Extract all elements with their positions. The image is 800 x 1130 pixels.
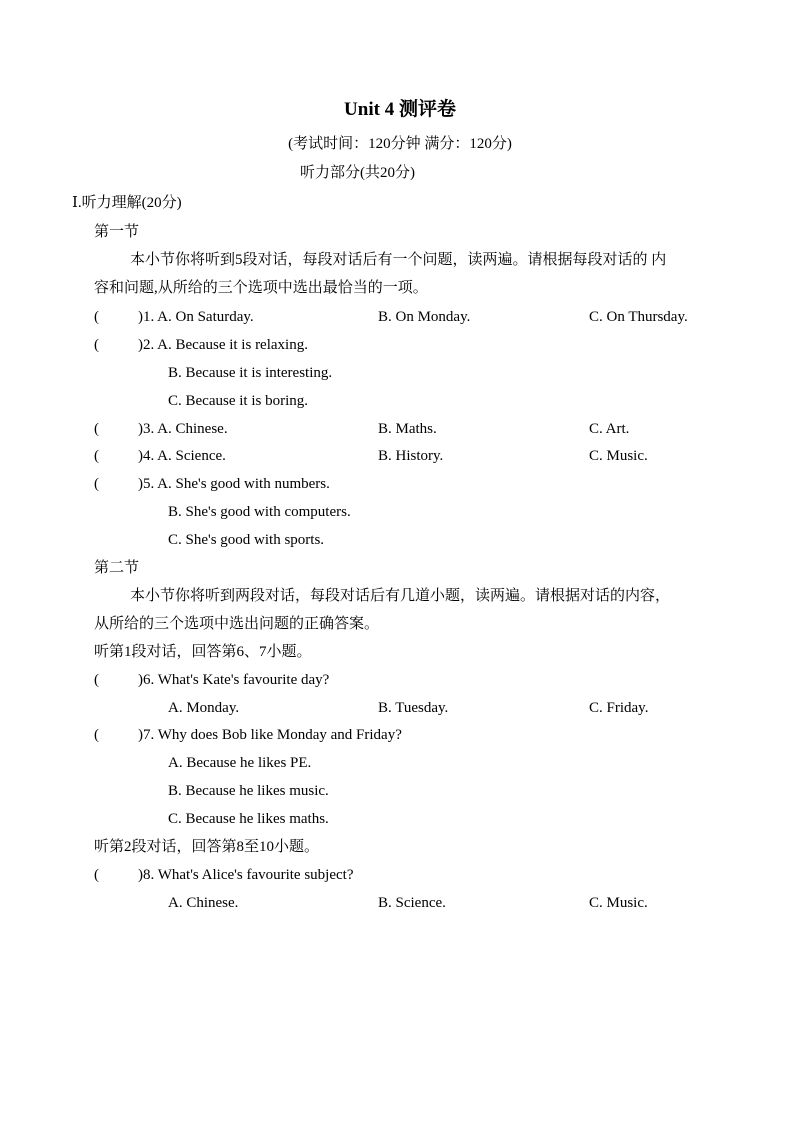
question-3-stem: )3. A. Chinese. <box>138 421 228 437</box>
question-7-option-b: B. Because he likes music. <box>168 783 329 799</box>
question-4-paren: ( <box>94 448 99 464</box>
part2-instruction-line1: 本小节你将听到两段对话，每段对话后有几道小题，读两遍。请根据对话的内容， <box>130 588 671 604</box>
question-1-paren: ( <box>94 309 99 325</box>
question-7-paren: ( <box>94 727 99 743</box>
question-7-stem: )7. Why does Bob like Monday and Friday? <box>138 727 402 743</box>
question-6-stem: )6. What's Kate's favourite day? <box>138 672 330 688</box>
question-8-option-b: B. Science. <box>378 895 446 911</box>
question-1-option-c: C. On Thursday. <box>589 309 688 325</box>
dialog2-intro: 听第2段对话，回答第8至10小题。 <box>94 839 320 855</box>
section-heading: Ⅰ.听力理解(20分) <box>72 195 182 211</box>
question-8-option-a: A. Chinese. <box>168 895 239 911</box>
question-1-stem: )1. A. On Saturday. <box>138 309 254 325</box>
question-4-stem: )4. A. Science. <box>138 448 226 464</box>
question-3-option-b: B. Maths. <box>378 421 437 437</box>
question-5-option-b: B. She's good with computers. <box>168 504 351 520</box>
part1-instruction-line1: 本小节你将听到5段对话，每段对话后有一个问题，读两遍。请根据每段对话的 内 <box>130 252 667 268</box>
question-4-option-b: B. History. <box>378 448 444 464</box>
question-5-paren: ( <box>94 476 99 492</box>
question-3-option-c: C. Art. <box>589 421 630 437</box>
question-5-option-c: C. She's good with sports. <box>168 532 325 548</box>
question-8-paren: ( <box>94 867 99 883</box>
question-1-option-b: B. On Monday. <box>378 309 471 325</box>
question-6-option-b: B. Tuesday. <box>378 700 449 716</box>
question-4-option-c: C. Music. <box>589 448 648 464</box>
question-3-paren: ( <box>94 421 99 437</box>
question-2-option-b: B. Because it is interesting. <box>168 365 333 381</box>
question-7-option-a: A. Because he likes PE. <box>168 755 312 771</box>
exam-info: (考试时间：120分钟 满分：120分) <box>288 136 512 152</box>
question-5-stem: )5. A. She's good with numbers. <box>138 476 330 492</box>
question-2-option-c: C. Because it is boring. <box>168 393 308 409</box>
part1-instruction-line2: 容和问题,从所给的三个选项中选出最恰当的一项。 <box>94 280 428 296</box>
question-2-stem: )2. A. Because it is relaxing. <box>138 337 308 353</box>
question-8-stem: )8. What's Alice's favourite subject? <box>138 867 354 883</box>
part-title: 听力部分(共20分) <box>300 165 415 181</box>
part2-instruction-line2: 从所给的三个选项中选出问题的正确答案。 <box>94 616 380 632</box>
question-6-option-c: C. Friday. <box>589 700 649 716</box>
question-8-option-c: C. Music. <box>589 895 648 911</box>
part1-label: 第一节 <box>94 224 140 240</box>
question-6-option-a: A. Monday. <box>168 700 240 716</box>
dialog1-intro: 听第1段对话，回答第6、7小题。 <box>94 644 312 660</box>
part2-label: 第二节 <box>94 560 140 576</box>
question-7-option-c: C. Because he likes maths. <box>168 811 329 827</box>
question-6-paren: ( <box>94 672 99 688</box>
question-2-paren: ( <box>94 337 99 353</box>
page-title: Unit 4 测评卷 <box>344 99 456 120</box>
